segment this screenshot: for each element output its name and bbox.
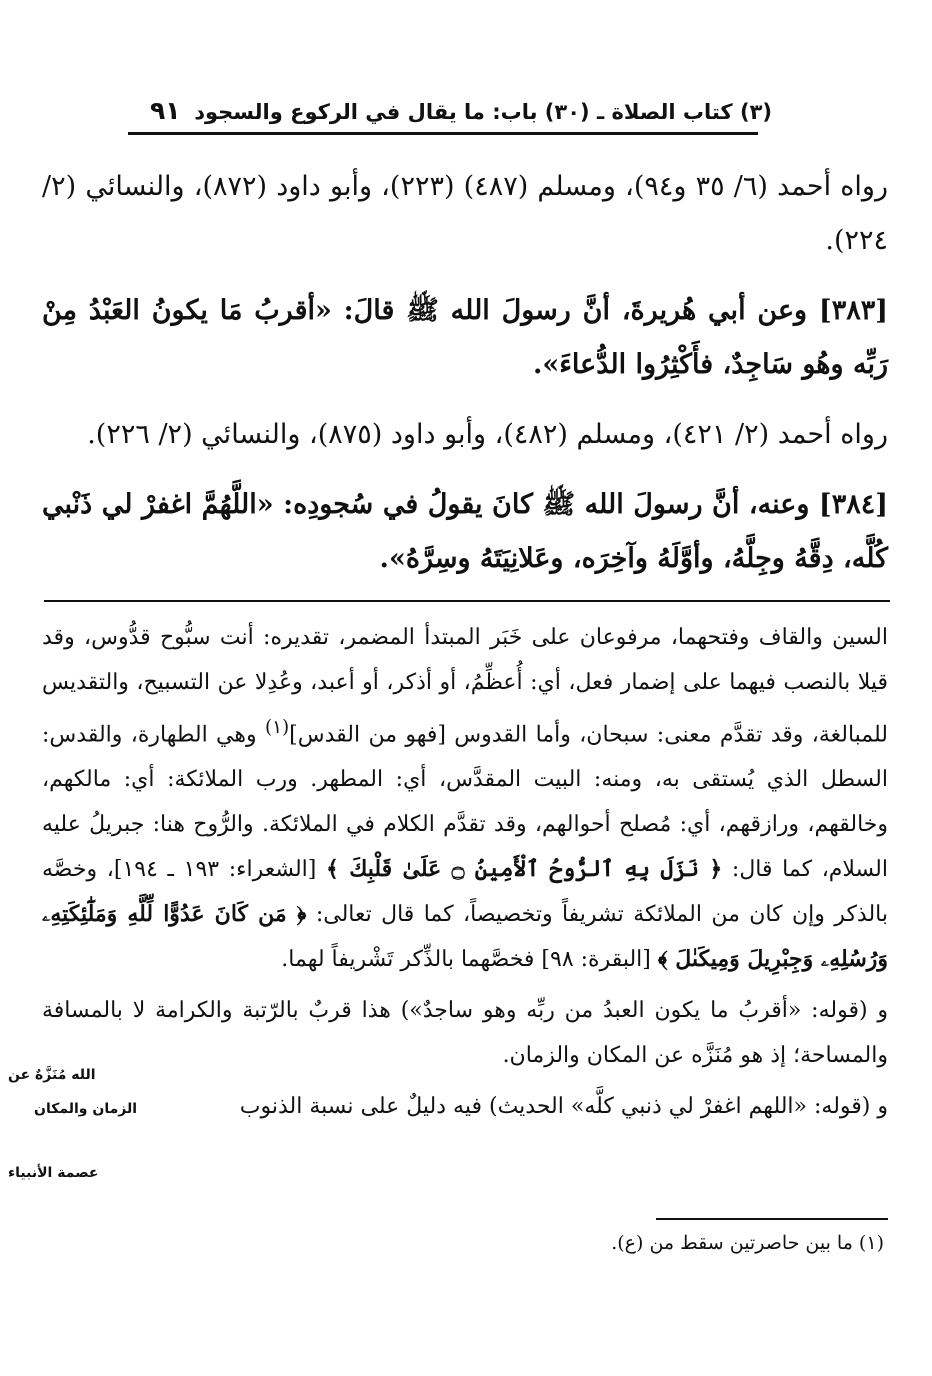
hadith-text-383: وعن أبي هُريرةَ، أنَّ رسولَ الله ﷺ قالَ: «أقربُ مَا يكونُ العَبْدُ مِنْ رَبِّه وهُو سَاجِدٌ، فأَكْثِرُوا الدُّعاءَ».	[42, 295, 888, 380]
footnote: (١) ما بين حاصرتين سقط من (ع).	[611, 1232, 884, 1254]
footnote-rule	[656, 1218, 888, 1220]
hadith-text-384: وعنه، أنَّ رسولَ الله ﷺ كانَ يقولُ في سُجودِه: «اللَّهُمَّ اغفرْ لي ذَنْبي كُلَّه، دِقَّهُ وجِلَّهُ، وأوَّلَهُ وآخِرَه، وعَلانِيَتَهُ وسِرَّهُ».	[42, 489, 888, 574]
running-head: (٣) كتاب الصلاة ـ (٣٠) باب: ما يقال في الركوع والسجود	[194, 100, 772, 124]
commentary-text: وهي الطهارة، والقدس: السطل الذي يُستقى به، ومنه: البيت المقدَّس، أي: المطهر. ورب الملائكة: أي: مالكهم، وخالقهم، ورازقهم، أي: مُصلح أحوالهم، وقد تقدَّم الكلام في الملائكة. والرُّوح هنا: جبريلُ عليه السلام، كما قال:	[42, 722, 888, 883]
commentary	[42, 615, 888, 1135]
commentary-text: السين والقاف وفتحهما، مرفوعان على خَبَر المبتدأ المضمر، تقديره: أنت سبُّوح قدُّوس، وقد قيلا بالنصب فيهما على إضمار فعل، أي: أُعظِّمُ، أو أذكر، أو أعبد، وعُدِلا عن التسبيح، والتقديس للمبالغة، وقد تقدَّم معنى: سبحان، وأما القدوس [فهو من القدس]	[42, 625, 889, 748]
commentary-paragraph-3: و (قوله: «اللهم اغفرْ لي ذنبي كلَّه» الحديث) فيه دليلٌ على نسبة الذنوب	[239, 1094, 888, 1120]
hadith-number-383: [٣٨٣]	[818, 295, 888, 326]
main-text	[42, 160, 888, 602]
page-number: ٩١	[150, 96, 181, 125]
takhrij-paragraph-2: رواه أحمد (٢/ ٤٢١)، ومسلم (٤٨٢)، وأبو داود (٨٧٥)، والنسائي (٢/ ٢٢٦).	[87, 419, 888, 450]
header-rule	[128, 132, 758, 135]
commentary-paragraph-2: و (قوله: «أقربُ ما يكون العبدُ من ربِّه وهو ساجدٌ») هذا قربٌ بالرّتبة والكرامة لا بالمسافة والمساحة؛ إذ هو مُنَزَّه عن المكان والزمان.	[42, 998, 888, 1069]
text-commentary-divider	[44, 600, 890, 602]
quran-verse-baqara: ﴿ مَن كَانَ عَدُوًّا لِّلَّهِ وَمَلَٰٓئِكَتِهِۦ وَرُسُلِهِۦ وَجِبْرِيلَ وَمِيكَىٰلَ ﴾	[42, 901, 888, 973]
commentary-paragraph-1	[42, 615, 888, 982]
commentary-text: [الشعراء: ١٩٣ ـ ١٩٤]، وخصَّه بالذكر وإن كان من الملائكة تشريفاً وتخصيصاً، كما قال تعالى:	[42, 857, 888, 928]
quran-verse-shuara: ﴿ نَزَلَ بِهِ ٱلرُّوحُ ٱلْأَمِينُ ۝ عَلَىٰ قَلْبِكَ ﴾	[326, 856, 723, 883]
margin-note-2: عصمة الأنبياء	[8, 1165, 99, 1181]
hadith-number-384: [٣٨٤]	[818, 489, 888, 520]
margin-note-line-1: الله مُنَزَّهٌ عن	[8, 1067, 96, 1083]
margin-note-line-2: الزمان والمكان	[34, 1101, 138, 1117]
hadith-384	[42, 478, 888, 586]
footnote-marker: (١)	[264, 717, 290, 738]
takhrij-paragraph-1: رواه أحمد (٦/ ٣٥ و٩٤)، ومسلم (٤٨٧) (٢٢٣)، وأبو داود (٨٧٢)، والنسائي (٢/ ٢٢٤).	[42, 171, 888, 256]
commentary-text: [البقرة: ٩٨] فخصَّهما بالذِّكر تَشْريفاً لهما.	[281, 947, 658, 973]
hadith-383	[42, 284, 888, 392]
